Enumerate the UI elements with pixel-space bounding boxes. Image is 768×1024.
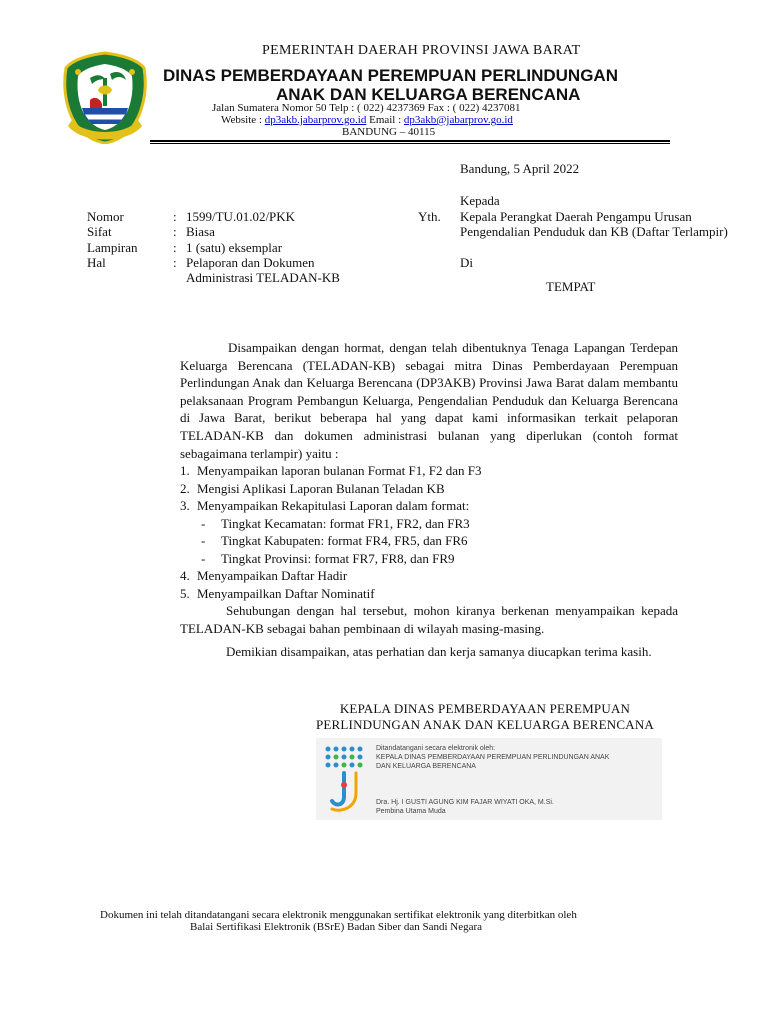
- letter-date: Bandung, 5 April 2022: [460, 161, 580, 176]
- sifat-value: Biasa: [186, 224, 215, 239]
- hal-value-line1: Pelaporan dan Dokumen: [186, 255, 315, 270]
- colon: :: [173, 224, 177, 239]
- website-label: Website :: [221, 114, 265, 126]
- list-item: [180, 462, 482, 480]
- colon: :: [173, 240, 177, 255]
- signer-name: Dra. Hj. I GUSTI AGUNG KIM FAJAR WIYATI OKA, M.Si.: [376, 799, 554, 806]
- signer-rank: Pembina Utama Muda: [376, 808, 446, 815]
- agency-address: Jalan Sumatera Nomor 50 Telp : ( 022) 4237369 Fax : ( 022) 4237081: [212, 102, 521, 114]
- sub-list-item: [180, 550, 482, 568]
- esign-office-line1: KEPALA DINAS PEMBERDAYAAN PEREMPUAN PERLINDUNGAN ANAK: [376, 754, 610, 761]
- sifat-label: Sifat: [87, 224, 112, 239]
- list-number: 2.: [180, 480, 190, 496]
- esign-label: Ditandatangani secara elektronik oleh:: [376, 745, 496, 752]
- hal-label: Hal: [87, 255, 106, 270]
- email-link[interactable]: dp3akb@jabarprov.go.id: [403, 114, 513, 126]
- sub-text: Tingkat Kecamatan: format FR1, FR2, dan FR3: [221, 515, 470, 531]
- list-text: Menyampailkan Daftar Nominatif: [197, 585, 375, 601]
- footer-note-line2: Balai Sertifikasi Elektronik (BSrE) Badan Siber dan Sandi Negara: [190, 921, 483, 933]
- body-paragraph-intro: Disampaikan dengan hormat, dengan telah dibentuknya Tenaga Lapangan Terdepan Keluarga Berencana (TELADAN-KB) sebagai mitra Dinas Pemberdayaan Perempuan Perlindungan Anak dan Keluarga Berencana (DP3AKB) Provinsi Jawa Barat dalam membantu pelaksanaan Program Pembangun Keluarga, Pengendalian Penduduk dan Keluarga Berencana di Jawa Barat, berikut beberapa hal yang dapat kami informasikan terkait pelaporan TELADAN-KB dan dokumen administrasi bulanan yang diperlukan (contoh format sebagaimana terlampir) yaitu :: [180, 340, 678, 461]
- nomor-value: 1599/TU.01.02/PKK: [186, 209, 296, 224]
- colon: :: [173, 255, 177, 270]
- agency-city: BANDUNG – 40115: [342, 126, 436, 138]
- email-label: Email :: [366, 114, 404, 126]
- esign-info: [376, 744, 609, 771]
- qr-code-icon: [322, 741, 368, 817]
- yth-label: Yth.: [418, 209, 441, 224]
- lampiran-label: Lampiran: [87, 240, 138, 255]
- signatory-title-line1: KEPALA DINAS PEMBERDAYAAN PEREMPUAN: [339, 701, 631, 716]
- list-text: Menyampaikan Daftar Hadir: [197, 568, 348, 583]
- sub-dash: -: [201, 515, 206, 531]
- agency-contact: [221, 114, 513, 126]
- list-item: [180, 480, 482, 498]
- list-number: 1.: [180, 463, 190, 478]
- colon: :: [173, 209, 177, 224]
- esign-office-line2: DAN KELUARGA BERENCANA: [376, 763, 476, 770]
- signer-info: [376, 798, 554, 816]
- body-paragraph-closing: Demikian disampaikan, atas perhatian dan kerja samanya diucapkan terima kasih.: [226, 644, 652, 659]
- hal-value-line2: Administrasi TELADAN-KB: [186, 270, 340, 285]
- sub-list-item: [180, 515, 482, 533]
- footer-note-line1: Dokumen ini telah ditandatangani secara elektronik menggunakan sertifikat elektronik yang diterbitkan oleh: [100, 909, 577, 921]
- signatory-title-line2: PERLINDUNGAN ANAK DAN KELUARGA BERENCANA: [315, 717, 655, 732]
- sub-list-item: [180, 532, 482, 550]
- sub-text: Tingkat Kabupaten: format FR4, FR5, dan FR6: [221, 533, 468, 548]
- letterhead-divider-thin: [150, 143, 670, 144]
- provincial-seal-icon: [60, 50, 150, 144]
- lampiran-value: 1 (satu) eksemplar: [186, 240, 283, 255]
- list-text: Menyampaikan Rekapitulasi Laporan dalam format:: [197, 498, 470, 513]
- list-text: Menyampaikan laporan bulanan Format F1, F2 dan F3: [197, 463, 482, 478]
- nomor-label: Nomor: [87, 209, 124, 224]
- tempat-label: TEMPAT: [546, 279, 596, 294]
- list-item: [180, 585, 482, 603]
- list-item: [180, 567, 482, 585]
- sub-text: Tingkat Provinsi: format FR7, FR8, dan FR9: [221, 550, 455, 566]
- di-label: Di: [460, 255, 473, 270]
- website-link[interactable]: dp3akb.jabarprov.go.id: [264, 114, 367, 126]
- agency-name-line1: DINAS PEMBERDAYAAN PEREMPUAN PERLINDUNGAN: [163, 66, 618, 85]
- body-paragraph-request: Sehubungan dengan hal tersebut, mohon kiranya berkenan menyampaikan kepada TELADAN-KB sebagai bahan pembinaan di wilayah masing-masing.: [180, 603, 678, 636]
- list-text: Mengisi Aplikasi Laporan Bulanan Teladan KB: [197, 480, 445, 496]
- list-item: [180, 497, 482, 515]
- list-number: 5.: [180, 585, 190, 601]
- sub-dash: -: [201, 550, 206, 566]
- instruction-list: [180, 462, 482, 602]
- government-name: PEMERINTAH DAERAH PROVINSI JAWA BARAT: [262, 43, 581, 58]
- agency-name-line2: ANAK DAN KELUARGA BERENCANA: [276, 85, 581, 104]
- sub-dash: -: [201, 533, 206, 548]
- recipient: Kepala Perangkat Daerah Pengampu Urusan Pengendalian Penduduk dan KB (Daftar Terlampir): [460, 209, 728, 239]
- list-number: 4.: [180, 568, 190, 583]
- addressee-label: Kepada: [460, 193, 500, 208]
- list-number: 3.: [180, 498, 190, 513]
- signatory-title: [312, 701, 658, 733]
- letterhead-divider: [150, 140, 670, 142]
